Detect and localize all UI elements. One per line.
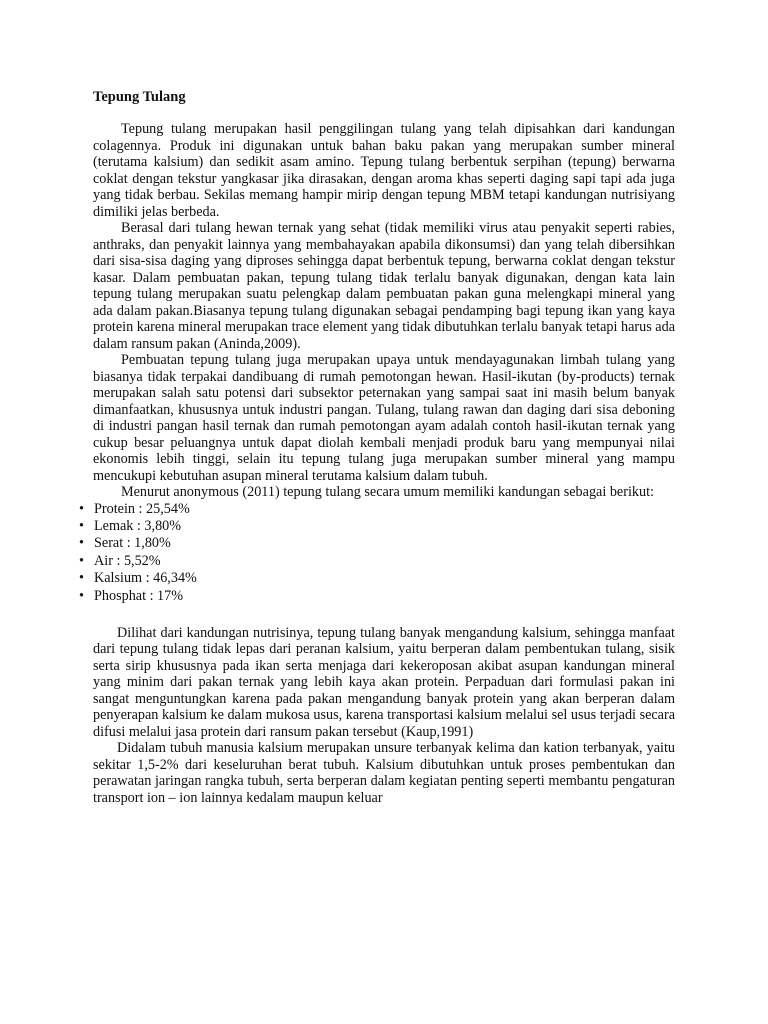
list-item-text: Air : 5,52% [94,552,161,569]
bullet-icon: • [79,535,84,552]
list-item [79,535,675,552]
list-item [79,587,675,605]
paragraph-origin: Berasal dari tulang hewan ternak yang sehat (tidak memiliki virus atau penyakit seperti rabies, anthraks, dan penyakit lainnya yang membahayakan apabila dikonsumsi) dan yang telah dibersihkan dari sisa-sisa daging yang diproses sehingga dapat berbentuk tepung, berwarna coklat dengan tekstur kasar. Dalam pembuatan pakan, tepung tulang tidak terlalu banyak digunakan, dengan kata lain tepung tulang merupakan suatu pelengkap dalam pembuatan pakan guna melengkapi mineral yang ada dalam pakan.Biasanya tepung tulang digunakan sebagai pendamping bagi tepung ikan yang kaya protein karena mineral merupakan trace element yang tidak dibutuhkan terlalu banyak tetapi harus ada dalam ransum pakan (Aninda,2009). [93,220,675,352]
paragraph-definition: Tepung tulang merupakan hasil penggilingan tulang yang telah dipisahkan dari kandungan colagennya. Produk ini digunakan untuk bahan baku pakan yang merupakan sumber mineral (terutama kalsium) dan sedikit asam amino. Tepung tulang berbentuk serpihan (tepung) berwarna coklat dengan tekstur yangkasar jika dirasakan, dengan aroma khas seperti daging sapi tapi ada juga yang tidak berbau. Sekilas memang hampir mirip dengan tepung MBM tetapi kandungan nutrisiyang dimiliki jelas berbeda. [93,121,675,220]
bullet-icon: • [79,500,84,517]
list-item [79,570,675,587]
list-item [79,552,675,570]
paragraph-calcium: Didalam tubuh manusia kalsium merupakan unsure terbanyak kelima dan kation terbanyak, yaitu sekitar 1,5-2% dari keseluruhan berat tubuh. Kalsium dibutuhkan untuk proses pembentukan dan perawatan jaringan rangka tubuh, serta berperan dalam kegiatan penting seperti membantu pengaturan transport ion – ion lainnya kedalam maupun keluar [93,740,675,806]
bullet-icon: • [79,570,84,587]
list-item [79,500,675,518]
bullet-icon: • [79,517,84,534]
composition-list [79,500,675,605]
paragraph-composition-intro: Menurut anonymous (2011) tepung tulang secara umum memiliki kandungan sebagai berikut: [121,484,654,500]
list-item-text: Kalsium : 46,34% [94,570,197,587]
bullet-icon: • [79,587,84,604]
paragraph-production: Pembuatan tepung tulang juga merupakan upaya untuk mendayagunakan limbah tulang yang biasanya tidak terpakai dandibuang di rumah pemotongan hewan. Hasil-ikutan (by-products) ternak merupakan salah satu potensi dari subsektor peternakan yang sampai saat ini masih belum banyak dimanfaatkan, khususnya untuk industri pangan. Tulang, tulang rawan dan daging dari sisa deboning di industri pangan hasil ternak dan rumah pemotongan ayam adalah contoh hasil-ikutan ternak yang cukup besar peluangnya untuk dapat diolah kembali menjadi produk baru yang mempunyai nilai ekonomis lebih tinggi, selain itu tepung tulang juga merupakan sumber mineral yang mampu mencukupi kebutuhan asupan mineral terutama kalsium dalam tubuh. [93,352,675,484]
section-gap [93,605,675,625]
list-item-text: Phosphat : 17% [94,587,184,604]
list-item [79,517,675,535]
list-item-text: Serat : 1,80% [94,535,171,552]
list-item-text: Lemak : 3,80% [94,517,182,534]
list-item-text: Protein : 25,54% [94,500,190,517]
bullet-icon: • [79,552,84,569]
document-title: Tepung Tulang [93,89,186,105]
paragraph-nutrition: Dilihat dari kandungan nutrisinya, tepung tulang banyak mengandung kalsium, sehingga manfaat dari tepung tulang tidak lepas dari peranan kalsium, yaitu berperan dalam pembentukan tulang, sisik serta sirip khususnya pada ikan serta menjaga dari kekeroposan akibat asupan kandungan mineral yang minim dari pakan ternak yang lebih kaya akan protein. Perpaduan dari formulasi pakan ini sangat menguntungkan karena pada pakan mengandung banyak protein yang akan berperan dalam penyerapan kalsium ke dalam mukosa usus, karena transportasi kalsium melalui sel usus terjadi secara difusi melalui jasa protein dari ransum pakan tersebut (Kaup,1991) [93,624,675,740]
